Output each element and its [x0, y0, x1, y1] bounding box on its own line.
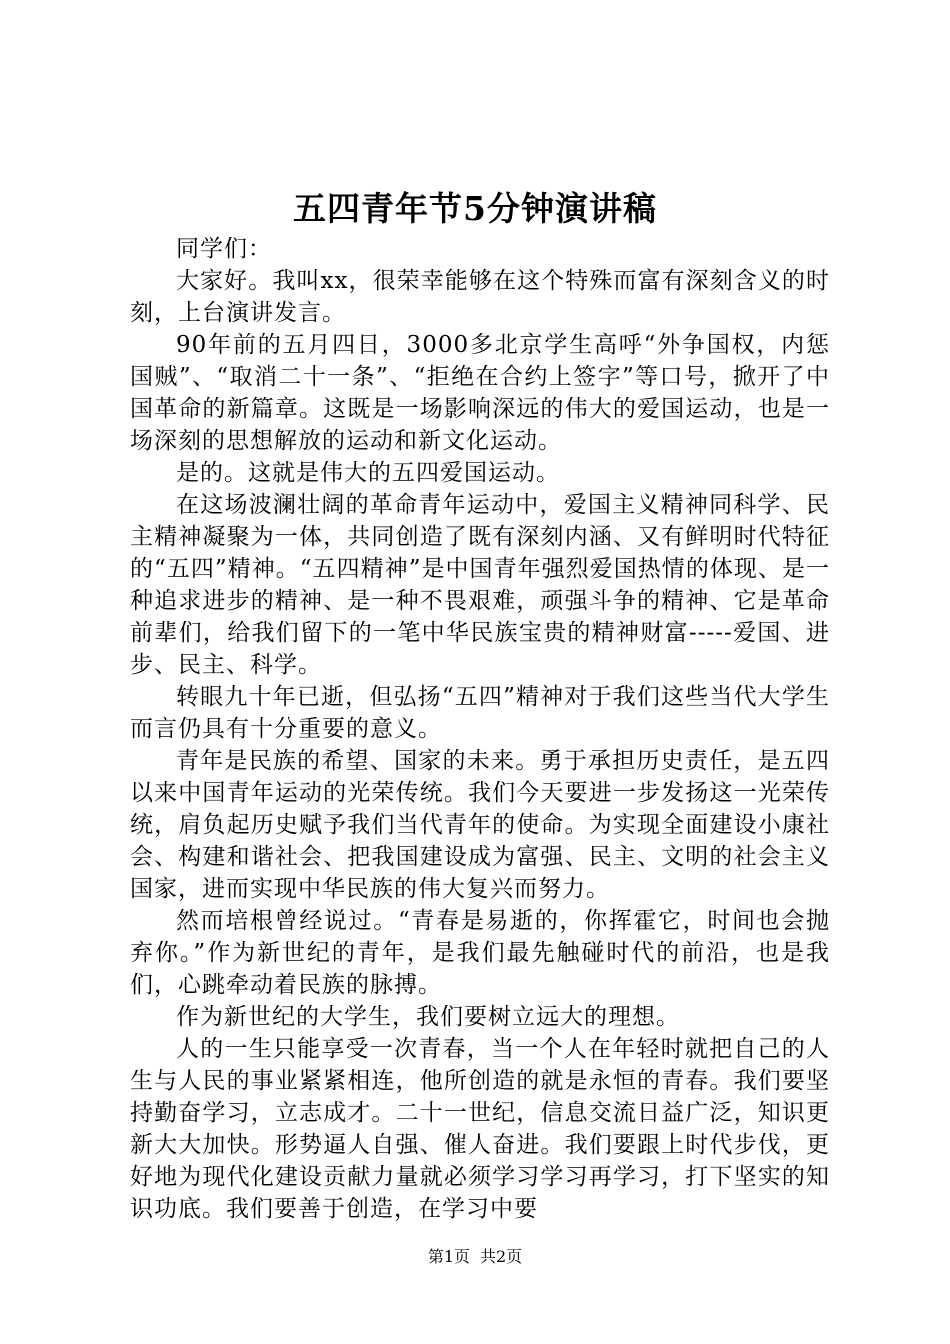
- page-footer: [0, 1246, 950, 1268]
- paragraph-bacon-quote: 然而培根曾经说过。“青春是易逝的，你挥霍它，时间也会抛弃你。”作为新世纪的青年，是我们最先触碰时代的前沿，也是我们，心跳牵动着民族的脉搏。: [130, 908, 830, 998]
- paragraph-history: 90年前的五月四日，3000多北京学生高呼“外争国权，内惩国贼”、“取消二十一条”、“拒绝在合约上签字”等口号，掀开了中国革命的新篇章。这既是一场影响深远的伟大的爱国运动，也是一场深刻的思想解放的运动和新文化运动。: [130, 332, 830, 454]
- paragraph-significance: 转眼九十年已逝，但弘扬“五四”精神对于我们这些当代大学生而言仍具有十分重要的意义。: [130, 684, 830, 742]
- page-number: 第1页: [427, 1247, 470, 1266]
- document-body: [130, 233, 830, 1225]
- paragraph-greeting: 同学们：: [176, 236, 272, 262]
- paragraph-study: 人的一生只能享受一次青春，当一个人在年轻时就把自己的人生与人民的事业紧紧相连，他所创造的就是永恒的青春。我们要坚持勤奋学习，立志成才。二十一世纪，信息交流日益广泛，知识更新大大加快。形势逼人自强、催人奋进。我们要跟上时代步伐，更好地为现代化建设贡献力量就必须学习学习再学习，打下坚实的知识功底。我们要善于创造，在学习中要: [130, 1036, 830, 1222]
- paragraph-affirmation: 是的。这就是伟大的五四爱国运动。: [176, 460, 560, 486]
- page-total: 共2页: [480, 1247, 523, 1266]
- paragraph-introduction: 大家好。我叫xx，很荣幸能够在这个特殊而富有深刻含义的时刻，上台演讲发言。: [130, 268, 830, 326]
- paragraph-may-fourth-spirit: 在这场波澜壮阔的革命青年运动中，爱国主义精神同科学、民主精神凝聚为一体，共同创造了既有深刻内涵、又有鲜明时代特征的“五四”精神。“五四精神”是中国青年强烈爱国热情的体现、是一种追求进步的精神、是一种不畏艰难，顽强斗争的精神、它是革命前辈们，给我们留下的一笔中华民族宝贵的精神财富-----爱国、进步、民主、科学。: [130, 492, 830, 678]
- document-title: 五四青年节5分钟演讲稿: [293, 189, 657, 228]
- paragraph-ideals: 作为新世纪的大学生，我们要树立远大的理想。: [176, 1004, 680, 1030]
- paragraph-youth-mission: 青年是民族的希望、国家的未来。勇于承担历史责任，是五四以来中国青年运动的光荣传统。我们今天要进一步发扬这一光荣传统，肩负起历史赋予我们当代青年的使命。为实现全面建设小康社会、构建和谐社会、把我国建设成为富强、民主、文明的社会主义国家，进而实现中华民族的伟大复兴而努力。: [130, 748, 830, 902]
